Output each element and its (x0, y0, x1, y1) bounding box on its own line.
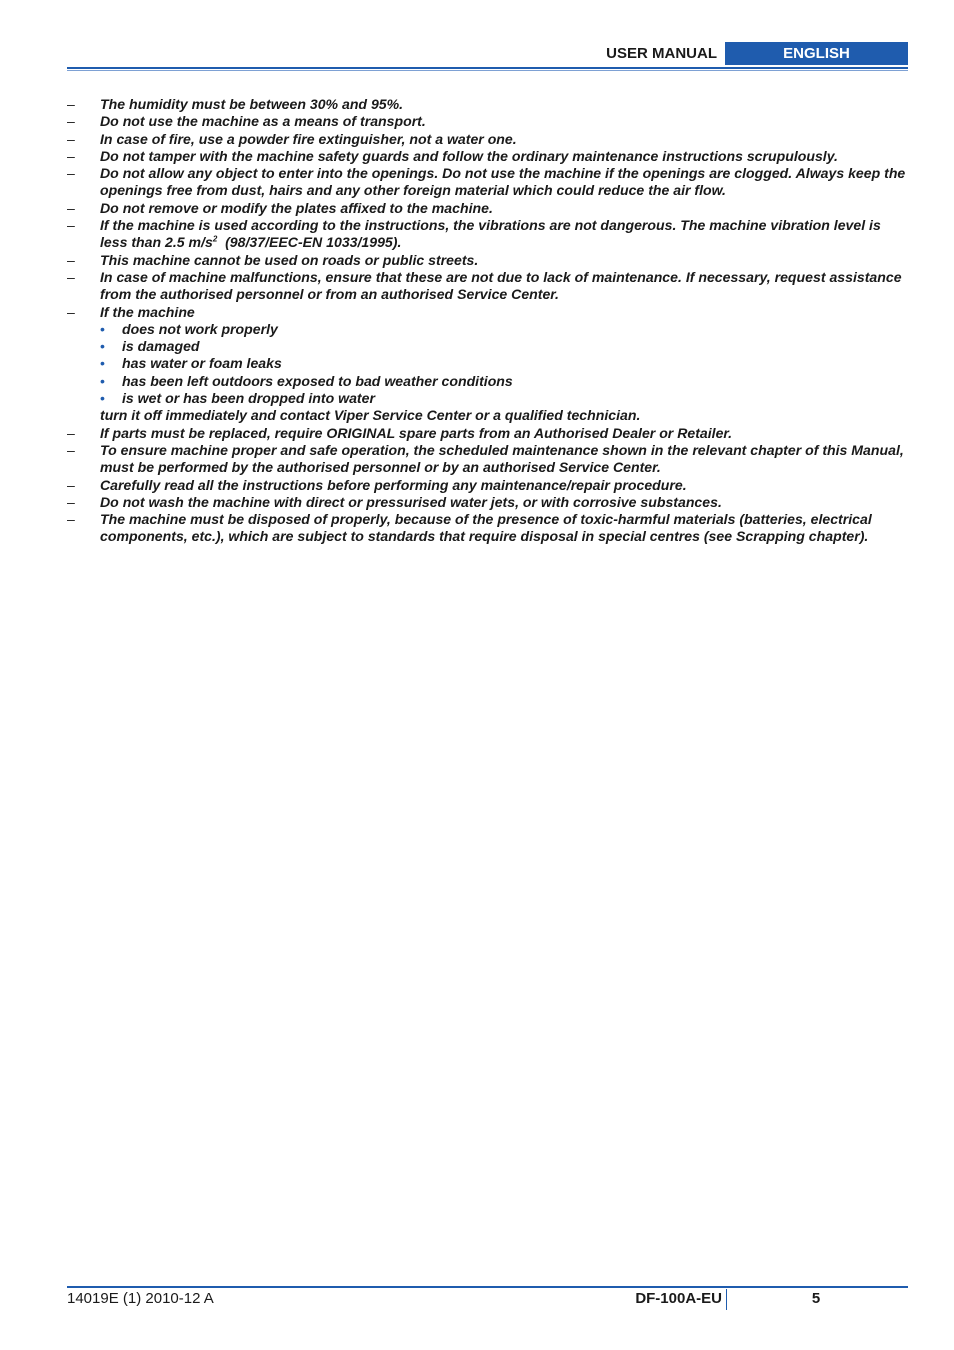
list-item (67, 148, 907, 165)
dash-marker: – (67, 441, 75, 458)
dash-marker: – (67, 165, 75, 182)
page-number: 5 (811, 1290, 821, 1307)
list-item (67, 425, 907, 442)
item-text: If parts must be replaced, require ORIGINAL spare parts from an Authorised Dealer or Retailer. (100, 424, 733, 441)
list-item (67, 442, 907, 477)
bullet-icon: • (100, 372, 105, 389)
item-text: Carefully read all the instructions before performing any maintenance/repair procedure. (100, 476, 687, 493)
list-item (67, 494, 907, 511)
dash-marker: – (67, 511, 75, 528)
item-text: Do not use the machine as a means of transport. (100, 113, 426, 130)
footer-rule (67, 1286, 908, 1288)
header-title: USER MANUAL (606, 45, 717, 62)
sub-item-text: is wet or has been dropped into water (122, 390, 375, 407)
item-text: In case of machine malfunctions, ensure that these are not due to lack of maintenance. If necessary, request assistance from the authorised personnel or from an authorised Service Center. (100, 268, 902, 303)
item-text: This machine cannot be used on roads or public streets. (100, 251, 479, 268)
sub-item-text: is damaged (122, 338, 200, 355)
item-text: If the machine is used according to the instructions, the vibrations are not dangerous. The machine vibration level is less than 2.5 m/s (100, 217, 881, 251)
item-text: Do not wash the machine with direct or pressurised water jets, or with corrosive substances. (100, 493, 722, 510)
list-item (67, 200, 907, 217)
safety-instructions (67, 96, 907, 546)
sub-item-text: does not work properly (122, 320, 278, 337)
list-item (67, 217, 907, 252)
dash-marker: – (67, 147, 75, 164)
dash-marker: – (67, 251, 75, 268)
item-text: Do not tamper with the machine safety guards and follow the ordinary maintenance instructions scrupulously. (100, 147, 838, 164)
header-rule (67, 67, 908, 69)
item-text: If the machine (100, 303, 195, 320)
sub-list-item (67, 321, 907, 338)
list-item (67, 113, 907, 130)
list-item (67, 304, 907, 321)
item-text: The humidity must be between 30% and 95%. (100, 96, 404, 112)
bullet-icon: • (100, 338, 105, 355)
bullet-icon: • (100, 390, 105, 407)
footer-separator (726, 1289, 727, 1310)
sub-list-item (67, 338, 907, 355)
bullet-icon: • (100, 320, 105, 337)
sub-list-item (67, 390, 907, 407)
instruction-list (67, 96, 907, 546)
list-item (67, 511, 907, 546)
item-text: To ensure machine proper and safe operation, the scheduled maintenance shown in the relevant chapter of this Manual, must be performed by the authorised personnel or by an authorised Service Center. (100, 441, 904, 476)
dash-marker: – (67, 424, 75, 441)
item-text: Do not remove or modify the plates affixed to the machine. (100, 199, 493, 216)
list-item (67, 477, 907, 494)
document-code: 14019E (1) 2010-12 A (67, 1290, 214, 1307)
superscript: 2 (212, 234, 218, 244)
list-item (67, 269, 907, 304)
sub-item-text: has water or foam leaks (122, 355, 282, 372)
continuation-text: turn it off immediately and contact Viper Service Center or a qualified technician. (100, 407, 641, 424)
item-text-cont: (98/37/EEC-EN 1033/1995). (217, 234, 402, 251)
list-item (67, 131, 907, 148)
sub-list-item (67, 373, 907, 390)
dash-marker: – (67, 130, 75, 147)
list-item (67, 252, 907, 269)
dash-marker: – (67, 476, 75, 493)
dash-marker: – (67, 493, 75, 510)
item-text: Do not allow any object to enter into the openings. Do not use the machine if the openings are clogged. Always keep the openings free from dust, hairs and any other foreign material which could reduce the air flow. (100, 165, 906, 199)
bullet-icon: • (100, 355, 105, 372)
dash-marker: – (67, 303, 75, 320)
dash-marker: – (67, 96, 75, 112)
sub-item-text: has been left outdoors exposed to bad weather conditions (122, 372, 513, 389)
dash-marker: – (67, 199, 75, 216)
header-rule-thin (67, 70, 908, 71)
list-item (67, 165, 907, 200)
item-text: The machine must be disposed of properly, because of the presence of toxic-harmful materials (batteries, electrical components, etc.), which are subject to standards that require disposal in special centres (see Scrapping chapter). (100, 511, 872, 545)
item-text: In case of fire, use a powder fire extinguisher, not a water one. (100, 130, 517, 147)
model-number: DF-100A-EU (635, 1290, 722, 1307)
dash-marker: – (67, 217, 75, 234)
list-item (67, 96, 907, 113)
language-badge: ENGLISH (725, 42, 908, 65)
dash-marker: – (67, 113, 75, 130)
dash-marker: – (67, 268, 75, 285)
sub-list-item (67, 355, 907, 372)
